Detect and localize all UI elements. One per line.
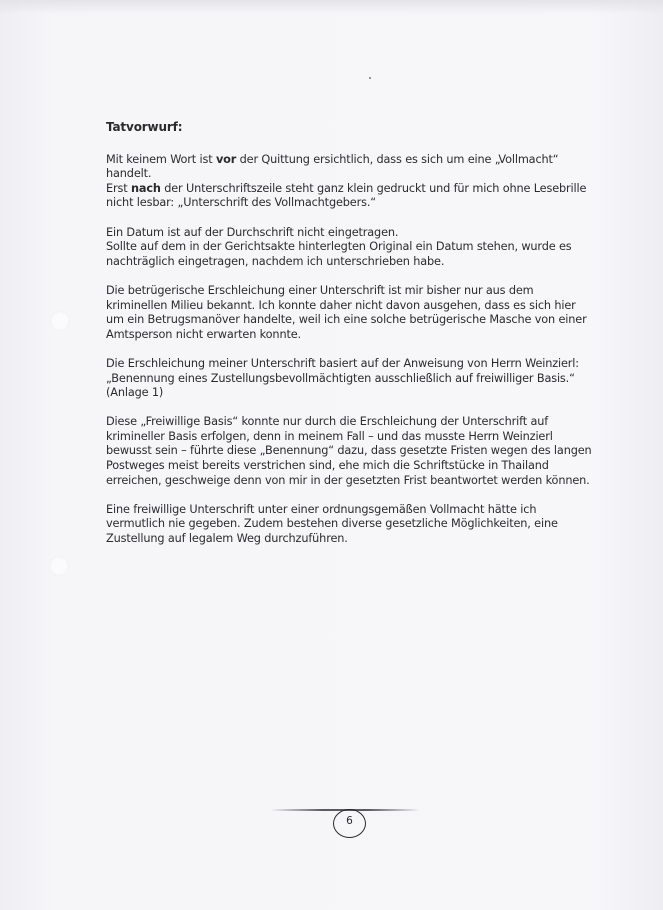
text-line	[106, 357, 606, 372]
punch-hole-top	[50, 311, 70, 331]
paragraph	[106, 226, 606, 270]
text-line	[106, 299, 606, 314]
text-line	[106, 196, 606, 211]
text-line	[106, 328, 606, 343]
text-line	[106, 444, 606, 459]
text-line	[106, 415, 606, 430]
text-segment: handelt.	[106, 167, 152, 181]
text-segment: bewusst sein – führte diese „Benennung“ dazu, dass gesetzte Fristen wegen des langen	[106, 444, 592, 458]
text-segment: Eine freiwillige Unterschrift unter einer ordnungsgemäßen Vollmacht hätte ich	[106, 502, 537, 516]
text-segment: kriminellen Milieu bekannt. Ich konnte daher nicht davon ausgehen, dass es sich hier	[106, 298, 576, 312]
text-line	[106, 474, 606, 489]
text-segment: vermutlich nie gegeben. Zudem bestehen diverse gesetzliche Möglichkeiten, eine	[106, 517, 558, 531]
text-line	[106, 240, 606, 255]
paragraph	[106, 503, 606, 547]
text-line	[106, 503, 606, 518]
text-segment: Zustellung auf legalem Weg durchzuführen.	[106, 532, 348, 546]
text-line	[106, 167, 606, 182]
text-segment: Erst	[106, 181, 131, 195]
text-line	[106, 182, 606, 197]
paragraph	[106, 357, 606, 401]
text-segment: Amtsperson nicht erwarten konnte.	[106, 327, 301, 341]
text-line	[106, 153, 606, 168]
text-segment: „Benennung eines Zustellungsbevollmächtigten ausschließlich auf freiwilliger Basis.“	[106, 371, 575, 385]
text-line	[106, 430, 606, 445]
text-segment: der Unterschriftszeile steht ganz klein gedruckt und für mich ohne Lesebrille	[160, 181, 587, 195]
text-segment: erreichen, geschweige denn von mir in der gesetzten Frist beantwortet werden können.	[106, 473, 590, 487]
paragraph	[106, 415, 606, 488]
text-line	[106, 532, 606, 547]
text-segment: (Anlage 1)	[106, 386, 164, 400]
text-segment: um ein Betrugsmanöver handelte, weil ich eine solche betrügerische Masche von einer	[106, 313, 587, 327]
text-segment: Mit keinem Wort ist	[106, 152, 216, 166]
emphasis-text: vor	[215, 152, 237, 166]
text-segment: Sollte auf dem in der Gerichtsakte hinterlegten Original ein Datum stehen, wurde es	[106, 240, 572, 254]
text-segment: Diese „Freiwillige Basis“ konnte nur durch die Erschleichung der Unterschrift auf	[106, 415, 549, 429]
text-segment: nicht lesbar: „Unterschrift des Vollmachtgebers.“	[106, 196, 376, 210]
text-segment: krimineller Basis erfolgen, denn in meinem Fall – und das musste Herrn Weinzierl	[106, 429, 553, 443]
paragraph-list	[106, 153, 606, 547]
text-segment: Die Erschleichung meiner Unterschrift basiert auf der Anweisung von Herrn Weinzierl:	[106, 356, 579, 370]
emphasis-text: nach	[130, 181, 161, 195]
page-top-edge	[0, 0, 663, 14]
text-line	[106, 313, 606, 328]
text-line	[106, 459, 606, 474]
page-number: 6	[346, 815, 353, 827]
section-heading: Tatvorwurf:	[106, 120, 183, 134]
text-segment: Postweges meist bereits verstrichen sind, ehe mich die Schriftstücke in Thailand	[106, 459, 549, 473]
text-segment: der Quittung ersichtlich, dass es sich um eine „Vollmacht“	[236, 152, 559, 166]
document-body	[106, 120, 606, 561]
scan-speck	[369, 77, 371, 79]
text-line	[106, 226, 606, 241]
text-segment: Die betrügerische Erschleichung einer Unterschrift ist mir bisher nur aus dem	[106, 283, 534, 297]
punch-hole-bottom	[49, 556, 69, 576]
text-segment: Ein Datum ist auf der Durchschrift nicht eingetragen.	[106, 225, 399, 239]
text-line	[106, 255, 606, 270]
text-line	[106, 386, 606, 401]
paragraph	[106, 153, 606, 211]
text-line	[106, 517, 606, 532]
text-segment: nachträglich eingetragen, nachdem ich unterschrieben habe.	[106, 254, 445, 268]
paragraph	[106, 284, 606, 342]
text-line	[106, 372, 606, 387]
text-line	[106, 284, 606, 299]
